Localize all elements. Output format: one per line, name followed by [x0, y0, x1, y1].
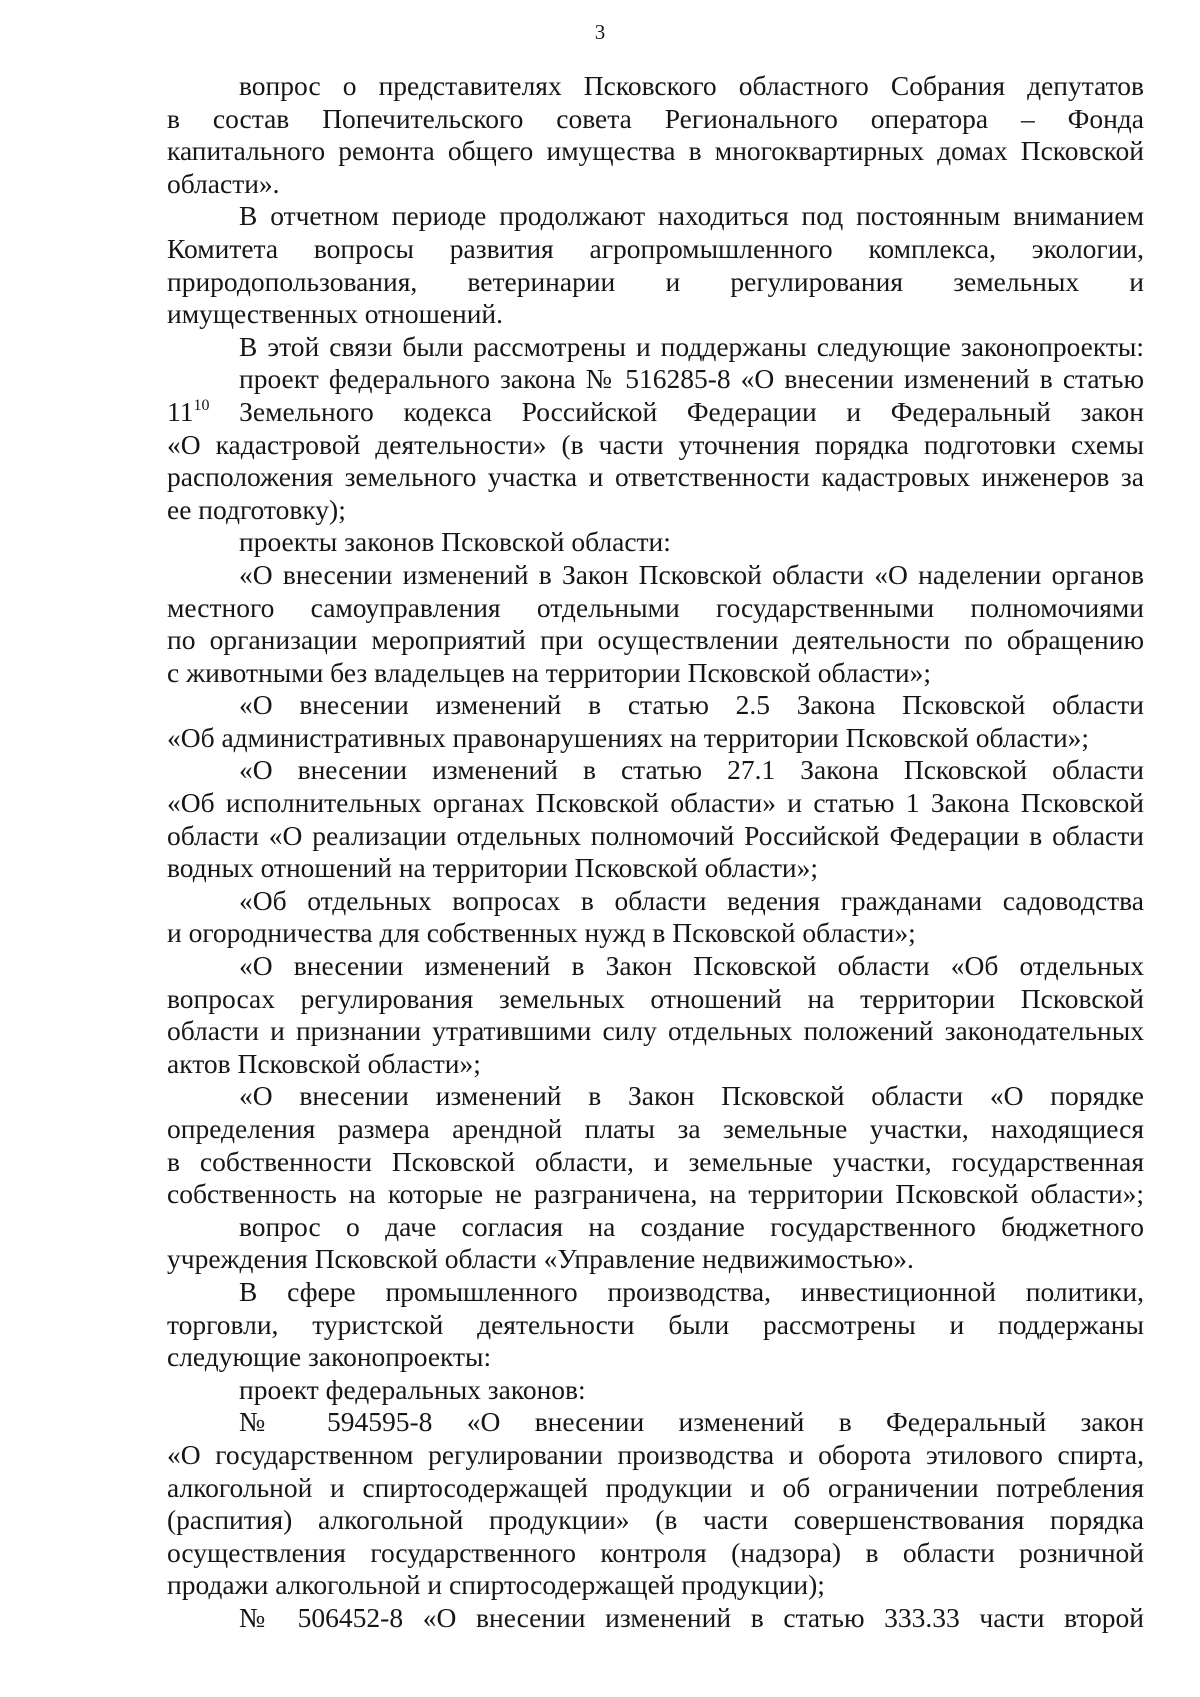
text-line-content: актов Псковской области»; [167, 1047, 481, 1079]
text-line [167, 461, 1144, 494]
text-line-content: вопрос о представителях Псковского областного Собрания депутатов [239, 70, 1144, 101]
text-line-content: вопрос о даче согласия на создание государственного бюджетного [239, 1210, 1144, 1242]
text-line-content: (распития) алкогольной продукции» (в части совершенствования порядка [167, 1504, 1144, 1536]
text-line-content: ее подготовку); [167, 493, 346, 525]
text-line-content: в состав Попечительского совета Регионального оператора – Фонда [167, 102, 1144, 134]
text-line [167, 1504, 1144, 1537]
text-line [167, 526, 1144, 559]
text-line-content: природопользования, ветеринарии и регулирования земельных и [167, 265, 1144, 297]
text-line [167, 1048, 1144, 1081]
text-line [167, 657, 1144, 690]
text-line-content: «О внесении изменений в Закон Псковской области «О наделении органов [239, 558, 1144, 590]
text-line-content: «Об отдельных вопросах в области ведения гражданами садоводства [239, 884, 1144, 916]
text-line [167, 331, 1144, 364]
text-line [167, 1341, 1144, 1374]
text-line-content: «О внесении изменений в статью 2.5 Закона Псковской области [239, 689, 1144, 721]
text-line [167, 624, 1144, 657]
text-line [167, 266, 1144, 299]
text-line [167, 1472, 1144, 1505]
text-line [167, 494, 1144, 527]
text-line-content: капитального ремонта общего имущества в многоквартирных домах Псковской [167, 135, 1144, 167]
text-line-content: проект федеральных законов: [239, 1373, 586, 1405]
text-line-content: имущественных отношений. [167, 298, 504, 330]
text-line-content: области». [167, 167, 280, 199]
text-line-content: местного самоуправления отдельными государственными полномочиями [167, 591, 1144, 623]
text-line-content: В сфере промышленного производства, инвестиционной политики, [239, 1275, 1144, 1307]
text-line-content: определения размера арендной платы за земельные участки, находящиеся [167, 1113, 1144, 1144]
text-line [167, 1309, 1144, 1342]
text-line-content: проект федерального закона № 516285-8 «О внесении изменений в статью [239, 363, 1144, 395]
text-line-content: «Об исполнительных органах Псковской области» и статью 1 Закона Псковской [167, 787, 1144, 819]
text-line-content: Комитета вопросы развития агропромышленного комплекса, экологии, [167, 232, 1144, 264]
text-line-content: области и признании утратившими силу отдельных положений законодательных [167, 1015, 1144, 1047]
text-line-content: В этой связи были рассмотрены и поддержаны следующие законопроекты: [239, 330, 1144, 362]
text-line-number: 11 [167, 395, 194, 427]
text-line [167, 885, 1144, 918]
text-line-content: расположения земельного участка и ответственности кадастровых инженеров за [167, 461, 1144, 493]
text-line [167, 429, 1144, 462]
page-number: 3 [594, 20, 606, 44]
text-line [167, 852, 1144, 885]
text-line-content: «О внесении изменений в Закон Псковской области «О порядке [239, 1080, 1144, 1112]
text-line [167, 592, 1144, 625]
text-line [167, 1374, 1144, 1407]
text-line-content: собственность на которые не разграничена, на территории Псковской области»; [167, 1178, 1144, 1210]
text-line [167, 917, 1144, 950]
text-line-content [167, 396, 1144, 429]
text-line-content: в собственности Псковской области, и земельные участки, государственная [167, 1145, 1144, 1177]
text-line [167, 1178, 1144, 1211]
text-line [167, 363, 1144, 396]
text-line [167, 298, 1144, 331]
text-line-content: следующие законопроекты: [167, 1341, 492, 1373]
text-line-content: осуществления государственного контроля (надзора) в области розничной [167, 1536, 1144, 1568]
text-line-content: вопросах регулирования земельных отношений на территории Псковской [167, 982, 1144, 1014]
text-line [167, 1113, 1144, 1146]
text-line-content: № 506452-8 «О внесении изменений в статью 333.33 части второй [239, 1601, 1144, 1633]
text-line [167, 1406, 1144, 1439]
text-line-content: с животными без владельцев на территории Псковской области»; [167, 656, 932, 688]
text-line [167, 1537, 1144, 1570]
text-line-content: и огородничества для собственных нужд в Псковской области»; [167, 917, 916, 949]
text-line-content: торговли, туристской деятельности были рассмотрены и поддержаны [167, 1308, 1144, 1340]
text-line [167, 135, 1144, 168]
text-line [167, 689, 1144, 722]
text-line-content: продажи алкогольной и спиртосодержащей продукции); [167, 1569, 825, 1601]
text-line-content: «О внесении изменений в статью 27.1 Закона Псковской области [239, 754, 1144, 786]
text-line-rest: Земельного кодекса Российской Федерации и Федеральный закон [209, 395, 1144, 427]
text-line-content: В отчетном периоде продолжают находиться под постоянным вниманием [239, 200, 1144, 232]
text-line [167, 787, 1144, 820]
text-line [167, 559, 1144, 592]
text-line [167, 1569, 1144, 1602]
text-line [167, 722, 1144, 755]
text-line [167, 396, 1144, 429]
text-line [167, 820, 1144, 853]
text-line-content: учреждения Псковской области «Управление недвижимостью». [167, 1243, 914, 1275]
text-line [167, 983, 1144, 1016]
text-line [167, 1602, 1144, 1635]
text-line [167, 70, 1144, 103]
text-line [167, 1146, 1144, 1179]
text-line-content: «О государственном регулировании производства и оборота этилового спирта, [167, 1438, 1144, 1470]
text-line [167, 1080, 1144, 1113]
text-line-content: № 594595-8 «О внесении изменений в Федеральный закон [239, 1406, 1144, 1438]
text-line [167, 1015, 1144, 1048]
text-line [167, 168, 1144, 201]
text-line-content: области «О реализации отдельных полномочий Российской Федерации в области [167, 819, 1144, 851]
text-line-content: проекты законов Псковской области: [239, 526, 671, 558]
text-line [167, 233, 1144, 266]
text-line-content: «Об административных правонарушениях на территории Псковской области»; [167, 721, 1090, 753]
text-line-content: «О внесении изменений в Закон Псковской области «Об отдельных [239, 950, 1144, 982]
text-line [167, 200, 1144, 233]
document-body [167, 70, 1144, 1635]
text-line [167, 1276, 1144, 1309]
text-line [167, 1439, 1144, 1472]
text-line [167, 1243, 1144, 1276]
text-line [167, 754, 1144, 787]
text-line [167, 950, 1144, 983]
text-line [167, 1211, 1144, 1244]
text-line-content: «О кадастровой деятельности» (в части уточнения порядка подготовки схемы [167, 428, 1144, 460]
text-line [167, 103, 1144, 136]
text-line-content: по организации мероприятий при осуществлении деятельности по обращению [167, 624, 1144, 656]
text-line-content: алкогольной и спиртосодержащей продукции и об ограничении потребления [167, 1471, 1144, 1503]
text-line-content: водных отношений на территории Псковской области»; [167, 852, 818, 884]
superscript: 10 [193, 396, 210, 414]
